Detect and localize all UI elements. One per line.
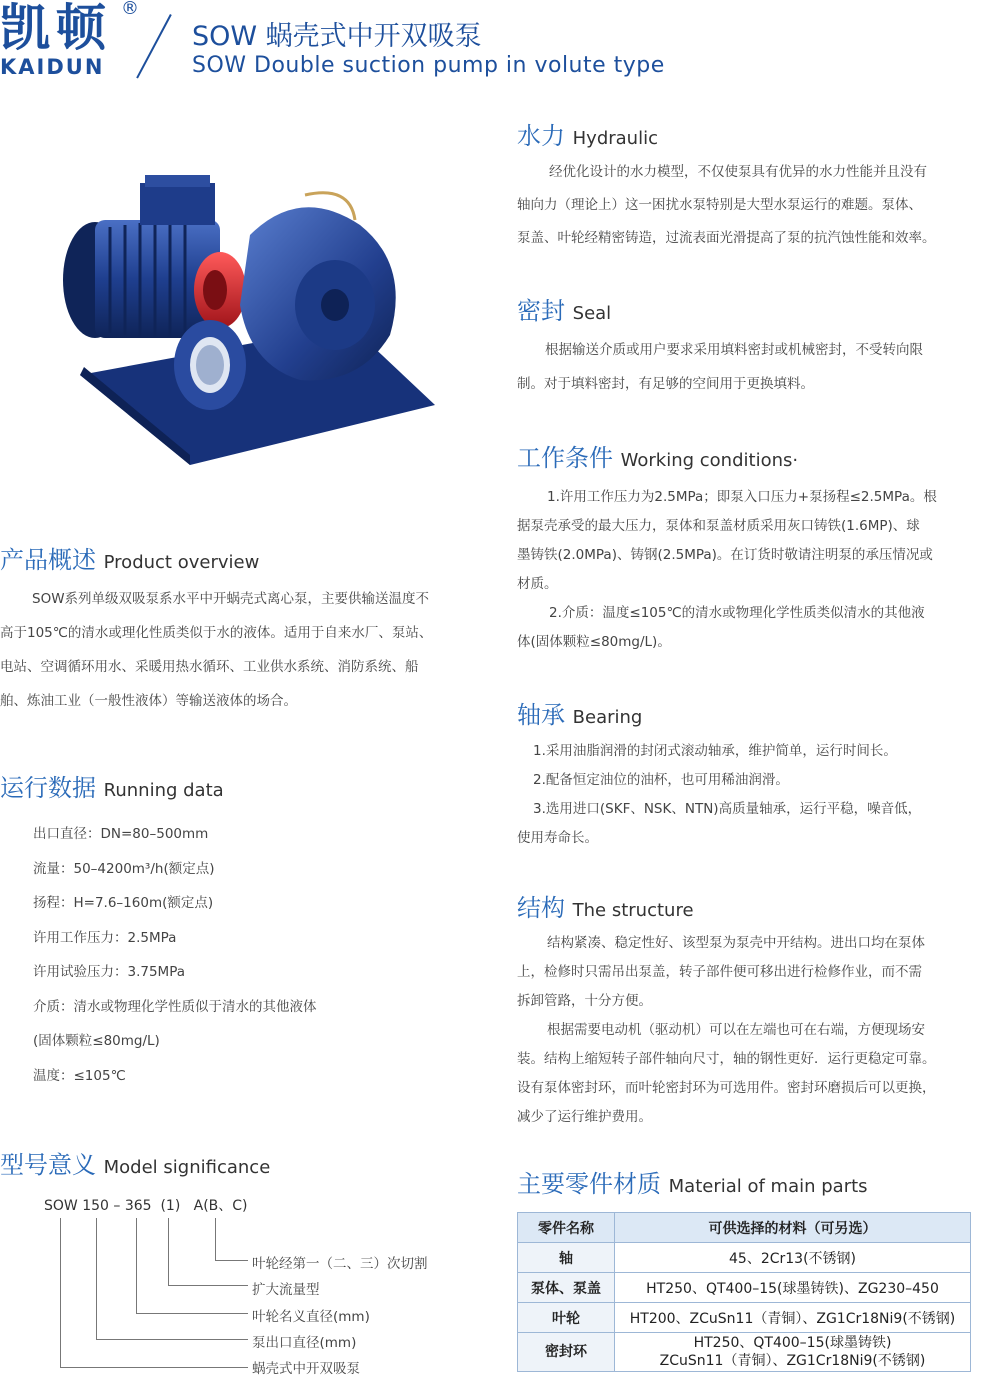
model-line [136,1313,248,1314]
table-header-cell: 零件名称 [518,1213,615,1243]
list-item: 许用工作压力：2.5MPa [33,929,177,946]
logo-chinese: 凯顿 [0,0,112,57]
running-heading: 运行数据 Running data [0,774,224,802]
table-row [518,1273,971,1303]
table-header-row [518,1213,971,1243]
table-cell: HT200、ZCuSn11（青铜）、ZG1Cr18Ni9(不锈钢) [615,1303,971,1333]
working-heading: 工作条件 Working conditions· [517,444,799,472]
table-row [518,1243,971,1273]
table-row [518,1303,971,1333]
bearing-heading: 轴承 Bearing [517,701,643,729]
table-cell: 轴 [518,1243,615,1273]
model-label: 蜗壳式中开双吸泵 [252,1361,360,1377]
model-line [60,1218,61,1368]
list-item: 扬程：H=7.6–160m(额定点) [33,895,214,911]
table-row [518,1333,971,1372]
page-title-en: SOW Double suction pump in volute type [192,53,665,78]
table-cell: 45、2Cr13(不锈钢) [615,1243,971,1273]
model-line [168,1218,169,1286]
model-line [96,1339,248,1340]
list-item: (固体颗粒≤80mg/L) [33,1033,160,1049]
table-cell-line: HT250、QT400–15(球墨铸铁) [693,1335,892,1351]
list-item: 温度：≤105℃ [33,1067,126,1084]
model-line [136,1218,137,1314]
model-line [215,1260,248,1261]
model-label: 叶轮经第一（二、三）次切割 [252,1256,428,1272]
running-list [33,817,473,1093]
table-cell [615,1333,971,1372]
list-item: 出口直径：DN=80–500mm [33,826,209,842]
overview-text: SOW系列单级双吸泵系水平中开蜗壳式离心泵，主要供输送温度不 高于105℃的清水或理化性质类似于水的液体。适用于自来水厂、泵站、 电站、空调循环用水、采暖用热水循环、工业供水系统、消防系统、船 舶、炼油工业（一般性液体）等输送液体的场合。 [0,591,433,709]
pump-image [50,165,435,470]
overview-heading: 产品概述 Product overview [0,546,260,574]
list-item: 流量：50–4200m³/h(额定点) [33,860,215,877]
model-label: 扩大流量型 [252,1282,320,1298]
model-line [60,1367,248,1368]
materials-table [517,1212,971,1372]
header-divider [136,14,172,79]
structure-text: 结构紧凑、稳定性好、该型泵为泵壳中开结构。进出口均在泵体 上，检修时只需吊出泵盖，转子部件便可移出进行检修作业，而不需 拆卸管路，十分方便。 根据需要电动机（驱动机）可以在左端也可在右端，方便现场安 装。结构上缩短转子部件轴向尺寸，轴的钢性更好．运行更稳定可靠。 设有泵体密封环，而叶轮密封环为可选用件。密封环磨损后可以更换， 减少了运行维护费用。 [517,935,936,1125]
registered-mark: ® [121,0,139,19]
logo-english: KAIDUN [0,55,105,79]
hydraulic-text: 经优化设计的水力模型，不仅使泵具有优异的水力性能并且没有 轴向力（理论上）这一困扰水泵特别是大型水泵运行的难题。泵体、 泵盖、叶轮经精密铸造，过流表面光滑提高了泵的抗汽蚀性能和效率。 [517,164,936,246]
table-header-cell: 可供选择的材料（可另选） [615,1213,971,1243]
model-label: 泵出口直径(mm) [252,1335,357,1351]
table-cell-line: ZCuSn11（青铜）、ZG1Cr18Ni9(不锈钢) [659,1353,926,1369]
page-title-cn: SOW 蜗壳式中开双吸泵 [192,21,482,52]
list-item: 许用试验压力：3.75MPa [33,964,186,980]
seal-text: 根据输送介质或用户要求采用填料密封或机械密封，不受转向限 制。对于填料密封，有足够的空间用于更换填料。 [517,342,923,392]
model-label: 叶轮名义直径(mm) [252,1309,370,1325]
table-cell: HT250、QT400–15(球墨铸铁)、ZG230–450 [615,1273,971,1303]
table-cell: 泵体、泵盖 [518,1273,615,1303]
model-line [215,1218,216,1261]
table-cell: 叶轮 [518,1303,615,1333]
hydraulic-heading: 水力 Hydraulic [517,122,658,150]
table-cell: 密封环 [518,1333,615,1372]
materials-heading: 主要零件材质 Material of main parts [517,1170,868,1198]
seal-heading: 密封 Seal [517,297,612,325]
model-line [168,1285,248,1286]
model-code: SOW 150 – 365 (1) A(B、C) [44,1198,248,1214]
bearing-text: 1.采用油脂润滑的封闭式滚动轴承，维护简单，运行时间长。 2.配备恒定油位的油杯，也可用稀油润滑。 3.选用进口(SKF、NSK、NTN)高质量轴承，运行平稳，噪音低， 使用寿命长。 [517,743,922,846]
model-heading: 型号意义 Model significance [0,1151,271,1179]
list-item: 介质：清水或物理化学性质似于清水的其他液体 [33,998,317,1015]
working-text: 1.许用工作压力为2.5MPa；即泵入口压力+泵扬程≤2.5MPa。根 据泵壳承受的最大压力，泵体和泵盖材质采用灰口铸铁(1.6MP)、球 墨铸铁(2.0MPa)、铸钢(2.5MPa)。在订货时敬请注明泵的承压情况或 材质。 2.介质：温度≤105℃的清水或物理化学性质类似清水的其他液 体(固体颗粒≤80mg/L)。 [517,489,937,650]
model-line [96,1218,97,1340]
structure-heading: 结构 The structure [517,894,694,922]
